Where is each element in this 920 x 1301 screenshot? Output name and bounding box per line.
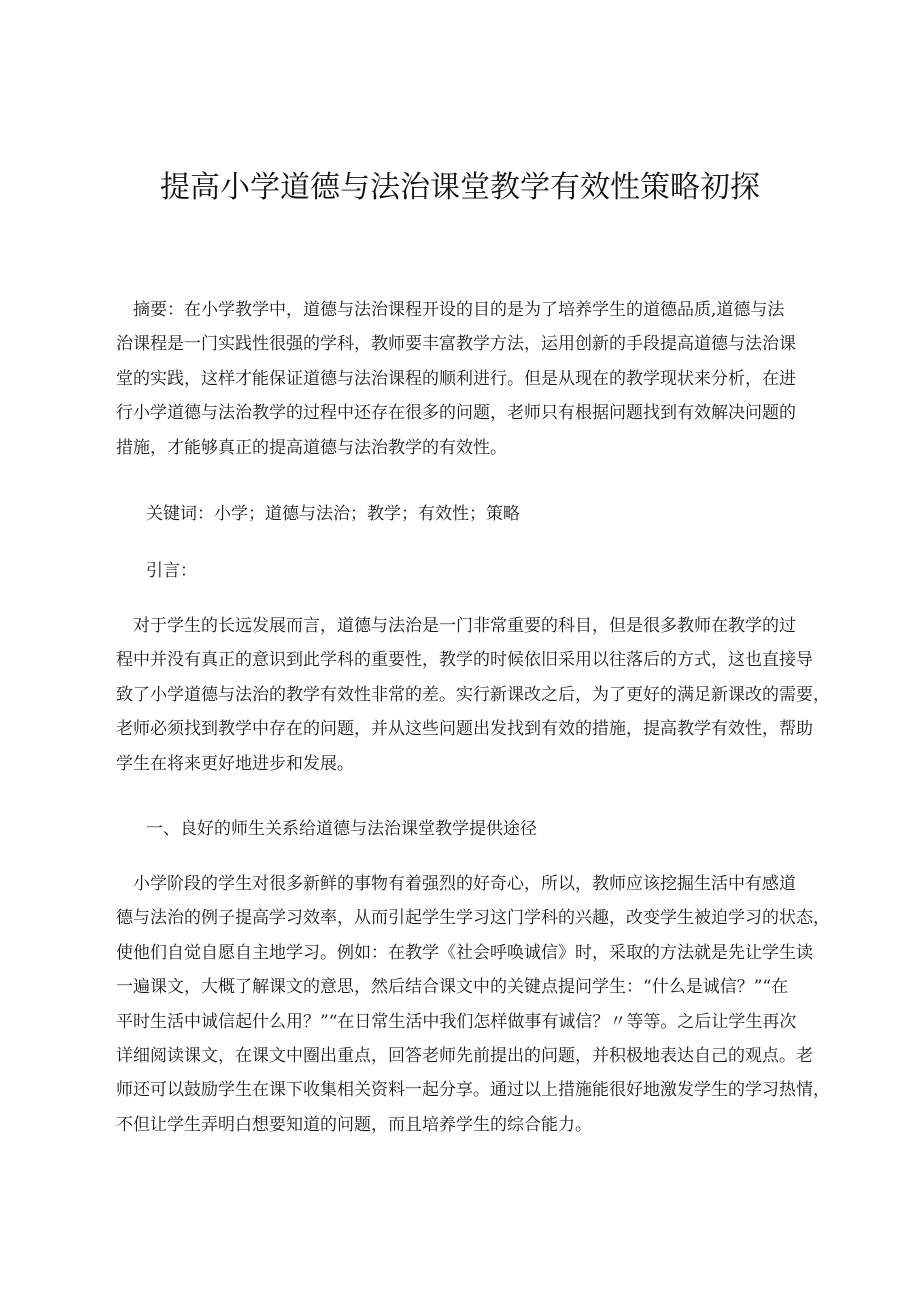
intro-line: 学生在将来更好地进步和发展。 — [116, 753, 354, 774]
section1-line: 平时生活中诚信起什么用？”“在日常生活中我们怎样做事有诚信？〃等等。之后让学生再次 — [116, 1011, 797, 1032]
section1-paragraph — [116, 867, 830, 1142]
section1-line: 详细阅读课文，在课文中圈出重点，回答老师先前提出的问题，并积极地表达自己的观点。老 — [116, 1045, 813, 1066]
intro-line: 对于学生的长远发展而言，道德与法治是一门非常重要的科目，但是很多教师在教学的过 — [116, 616, 796, 636]
section1-line: 一遍课文，大概了解课文的意思，然后结合课文中的关键点提问学生：“什么是诚信？”“在 — [116, 977, 789, 998]
abstract-paragraph — [116, 293, 806, 465]
intro-heading: 引言： — [146, 561, 197, 581]
section1-line: 使他们自觉自愿自主地学习。例如：在教学《社会呼唤诚信》时，采取的方法就是先让学生读 — [116, 942, 813, 963]
section1-line: 小学阶段的学生对很多新鲜的事物有着强烈的好奇心，所以，教师应该挖掘生活中有感道 — [116, 874, 796, 894]
section1-line: 德与法治的例子提高学习效率，从而引起学生学习这门学科的兴趣，改变学生被迫学习的状态， — [116, 908, 830, 929]
section1-line: 不但让学生弄明白想要知道的问题，而且培养学生的综合能力。 — [116, 1114, 592, 1135]
section1-line: 师还可以鼓励学生在课下收集相关资料一起分享。通过以上措施能很好地激发学生的学习热情， — [116, 1080, 830, 1101]
intro-line: 程中并没有真正的意识到此学科的重要性，教学的时候依旧采用以往落后的方式，这也直接导 — [116, 650, 813, 671]
intro-line: 老师必须找到教学中存在的问题，并从这些问题出发找到有效的措施，提高教学有效性，帮助 — [116, 719, 813, 740]
abstract-line: 行小学道德与法治教学的过程中还存在很多的问题，老师只有根据问题找到有效解决问题的 — [116, 403, 796, 424]
section1-heading: 一、良好的师生关系给道德与法治课堂教学提供途径 — [146, 819, 537, 839]
intro-paragraph — [116, 609, 830, 781]
abstract-line: 措施，才能够真正的提高道德与法治教学的有效性。 — [116, 437, 507, 458]
keywords-line: 关键词：小学；道德与法治；教学；有效性；策略 — [146, 504, 520, 524]
abstract-line: 堂的实践，这样才能保证道德与法治课程的顺利进行。但是从现在的教学现状来分析，在进 — [116, 368, 796, 389]
page-title: 提高小学道德与法治课堂教学有效性策略初探 — [160, 170, 760, 205]
abstract-line: 摘要：在小学教学中，道德与法治课程开设的目的是为了培养学生的道德品质,道德与法 — [116, 300, 785, 320]
abstract-line: 治课程是一门实践性很强的学科，教师要丰富教学方法，运用创新的手段提高道德与法治课 — [116, 334, 796, 355]
intro-line: 致了小学道德与法治的教学有效性非常的差。实行新课改之后，为了更好的满足新课改的需要， — [116, 684, 830, 705]
